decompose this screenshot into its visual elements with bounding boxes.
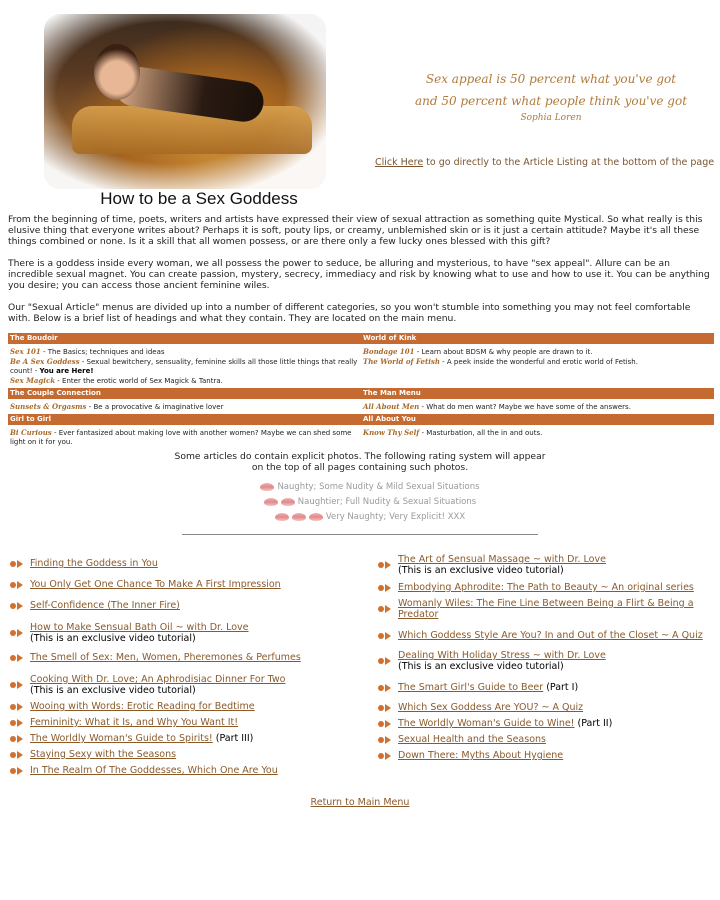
quote-author: Sophia Loren: [520, 113, 582, 123]
page-header: [0, 0, 720, 208]
rating-row-3: [240, 512, 500, 522]
article-link[interactable]: The Smell of Sex: Men, Women, Pheremones & Perfumes: [30, 652, 301, 663]
list-item: [10, 554, 360, 574]
arrow-bullet-icon: [378, 704, 392, 712]
article-link[interactable]: The Worldly Woman's Guide to Wine!: [398, 718, 575, 729]
return-to-main-menu-link[interactable]: Return to Main Menu: [310, 797, 410, 808]
cat-sex-magick: Sex Magick: [10, 376, 56, 385]
category-body-man: [361, 399, 714, 414]
arrow-bullet-icon: [10, 602, 24, 610]
cat-sunsets-orgasms-desc: - Be a provocative & imaginative lover: [86, 403, 224, 411]
hero-banner: [44, 14, 326, 208]
article-link[interactable]: The Worldly Woman's Guide to Spirits!: [30, 733, 213, 744]
article-link[interactable]: Dealing With Holiday Stress ~ with Dr. Love: [398, 650, 606, 661]
intro-paragraph-2: There is a goddess inside every woman, we all possess the power to seduce, be alluring and mysterious, to have "sex appeal". Allure can be an incredible sexual magnet. You can create passion, mystery, secrecy, immediacy and risk by knowing what to use and how to use it. You can be anything you desire; you can access those ancient feminine wiles.: [8, 258, 710, 291]
head-shape: [94, 44, 140, 100]
cat-bondage-101-desc: - Learn about BDSM & why people are drawn to it.: [414, 348, 593, 356]
list-item: [10, 731, 360, 747]
video-note: (This is an exclusive video tutorial): [398, 565, 564, 576]
section-divider: [182, 534, 538, 535]
article-link[interactable]: Self-Confidence (The Inner Fire): [30, 600, 180, 611]
list-item: [378, 626, 708, 646]
list-item: [10, 715, 360, 731]
cat-world-of-fetish-desc: - A peek inside the wonderful and erotic world of Fetish.: [439, 358, 638, 366]
cat-world-of-fetish: The World of Fetish: [363, 357, 440, 366]
arrow-bullet-icon: [10, 703, 24, 711]
article-link[interactable]: Femininity: What it Is, and Why You Want It!: [30, 717, 239, 728]
article-link[interactable]: In The Realm Of The Goddesses, Which One Are You: [30, 765, 278, 776]
you-are-here: You are Here!: [39, 367, 94, 375]
cat-sunsets-orgasms: Sunsets & Orgasms: [10, 402, 87, 411]
list-item: [378, 748, 708, 764]
arrow-bullet-icon: [10, 629, 24, 637]
arrow-bullet-icon: [378, 736, 392, 744]
rating-row-2: [240, 497, 500, 507]
cat-bi-curious-desc: - Ever fantasized about making love with another women? Maybe we can shed some light on it for you.: [10, 429, 352, 446]
article-list-right: [378, 554, 708, 764]
article-link[interactable]: Finding the Goddess in You: [30, 558, 158, 569]
article-link[interactable]: Wooing with Words: Erotic Reading for Bedtime: [30, 701, 255, 712]
intro-paragraph-3: Our "Sexual Article" menus are divided up into a number of different categories, so you won't stumble into something you may not feel comfortable with. Below is a brief list of headings and what they contain. They are located on the main menu.: [8, 302, 691, 324]
list-item: [10, 747, 360, 763]
cat-sex-101-desc: - The Basics; techniques and ideas: [40, 348, 165, 356]
list-item: [10, 596, 360, 616]
article-listing-hint: [375, 157, 714, 168]
article-link[interactable]: How to Make Sensual Bath Oil ~ with Dr. Love: [30, 622, 249, 633]
category-body-boudoir: [8, 344, 361, 388]
article-link[interactable]: Down There: Myths About Hygiene: [398, 750, 564, 761]
article-link[interactable]: Which Goddess Style Are You? In and Out of the Closet ~ A Quiz: [398, 630, 703, 641]
lips-icon: [292, 513, 306, 521]
cat-bondage-101: Bondage 101: [363, 347, 415, 356]
quote-block: [396, 68, 706, 124]
article-link[interactable]: You Only Get One Chance To Make A First Impression: [30, 579, 281, 590]
category-body-kink: [361, 344, 714, 388]
cat-bi-curious: Bi Curious: [10, 428, 52, 437]
arrow-bullet-icon: [378, 632, 392, 640]
click-here-link[interactable]: Click Here: [375, 157, 424, 168]
category-body-you: [361, 425, 714, 449]
rating-note: [150, 451, 570, 473]
cat-all-about-men-desc: - What do men want? Maybe we have some of the answers.: [419, 403, 631, 411]
rating-label-3: Very Naughty; Very Explicit! XXX: [325, 512, 466, 522]
hero-photo: [44, 14, 326, 189]
list-item: [378, 650, 708, 672]
article-link[interactable]: Cooking With Dr. Love; An Aphrodisiac Dinner For Two: [30, 674, 286, 685]
category-head-you: All About You: [361, 414, 714, 425]
arrow-bullet-icon: [10, 751, 24, 759]
cat-sex-goddess-desc: - Sexual bewitchery, sensuality, feminine skills all those little things that really count! -: [10, 358, 358, 375]
cat-know-thy-self: Know Thy Self: [363, 428, 420, 437]
click-here-rest: to go directly to the Article Listing at the bottom of the page: [423, 157, 715, 168]
arrow-bullet-icon: [10, 560, 24, 568]
article-link[interactable]: Which Sex Goddess Are YOU? ~ A Quiz: [398, 702, 584, 713]
list-item: [10, 674, 360, 696]
list-item: [10, 648, 360, 668]
rating-note-line-1: Some articles do contain explicit photos. The following rating system will appear: [174, 451, 546, 462]
part-label: (Part II): [574, 718, 613, 729]
article-link[interactable]: The Art of Sensual Massage ~ with Dr. Love: [398, 554, 606, 565]
cat-sex-goddess: Be A Sex Goddess: [10, 357, 80, 366]
lips-icon: [281, 498, 295, 506]
cat-know-thy-self-desc: - Masturbation, all the in and outs.: [419, 429, 543, 437]
rating-label-1: Naughty; Some Nudity & Mild Sexual Situations: [277, 482, 480, 492]
arrow-bullet-icon: [378, 684, 392, 692]
category-body-couple: [8, 399, 361, 414]
category-head-kink: World of Kink: [361, 333, 714, 344]
video-note: (This is an exclusive video tutorial): [30, 633, 196, 644]
list-item: [10, 622, 360, 644]
article-link[interactable]: Womanly Wiles: The Fine Line Between Being a Flirt & Being a Predator: [398, 598, 694, 620]
list-item: [378, 700, 708, 716]
arrow-bullet-icon: [378, 605, 392, 613]
arrow-bullet-icon: [378, 752, 392, 760]
part-label: (Part III): [212, 733, 254, 744]
part-label: (Part I): [543, 682, 579, 693]
rating-note-line-2: on the top of all pages containing such photos.: [251, 462, 469, 473]
lips-icon: [260, 483, 274, 491]
arrow-bullet-icon: [378, 561, 392, 569]
arrow-bullet-icon: [10, 767, 24, 775]
arrow-bullet-icon: [378, 657, 392, 665]
article-link[interactable]: Sexual Health and the Seasons: [398, 734, 546, 745]
list-item: [378, 578, 708, 598]
category-head-man: The Man Menu: [361, 388, 714, 399]
arrow-bullet-icon: [378, 720, 392, 728]
article-link[interactable]: Staying Sexy with the Seasons: [30, 749, 177, 760]
lips-icon: [275, 513, 289, 521]
video-note: (This is an exclusive video tutorial): [30, 685, 196, 696]
category-head-couple: The Couple Connection: [8, 388, 361, 399]
list-item: [10, 699, 360, 715]
category-body-girl: [8, 425, 361, 449]
article-list-left: [10, 554, 360, 779]
list-item: [10, 575, 360, 595]
cat-all-about-men: All About Men: [363, 402, 420, 411]
category-head-girl: Girl to Girl: [8, 414, 361, 425]
intro-text: [8, 214, 714, 335]
list-item: [378, 678, 708, 698]
quote-line-2: and 50 percent what people think you've got: [414, 94, 688, 108]
arrow-bullet-icon: [10, 681, 24, 689]
arrow-bullet-icon: [378, 584, 392, 592]
list-item: [378, 716, 708, 732]
video-note: (This is an exclusive video tutorial): [398, 661, 564, 672]
article-link[interactable]: Embodying Aphrodite: The Path to Beauty ~ An original series: [398, 582, 694, 593]
rating-row-1: [240, 482, 500, 492]
arrow-bullet-icon: [10, 654, 24, 662]
category-table: [8, 333, 714, 449]
article-link[interactable]: The Smart Girl's Guide to Beer: [398, 682, 544, 693]
cat-sex-101: Sex 101: [10, 347, 41, 356]
page-title: How to be a Sex Goddess: [100, 189, 298, 208]
cat-sex-magick-desc: - Enter the erotic world of Sex Magick & Tantra.: [55, 377, 223, 385]
list-item: [378, 732, 708, 748]
quote-line-1: Sex appeal is 50 percent what you've got: [425, 72, 677, 86]
list-item: [378, 554, 708, 576]
arrow-bullet-icon: [10, 735, 24, 743]
arrow-bullet-icon: [10, 581, 24, 589]
arrow-bullet-icon: [10, 719, 24, 727]
intro-paragraph-1: From the beginning of time, poets, writers and artists have expressed their view of sexual attraction as something quite Mystical. So what really is this elusive thing that everyone writes about? Perhaps it is soft, pouty lips, or creamy, unblemished skin or is it just a certain attitude? Maybe it's all these things combined or none. Is it a skill that all women possess, or are there only a few lucky ones blessed with this gift?: [8, 214, 703, 247]
rating-label-2: Naughtier; Full Nudity & Sexual Situations: [297, 497, 477, 507]
lips-icon: [264, 498, 278, 506]
list-item: [378, 598, 708, 620]
list-item: [10, 763, 360, 779]
category-head-boudoir: The Boudoir: [8, 333, 361, 344]
footer: [0, 797, 720, 808]
lips-icon: [309, 513, 323, 521]
